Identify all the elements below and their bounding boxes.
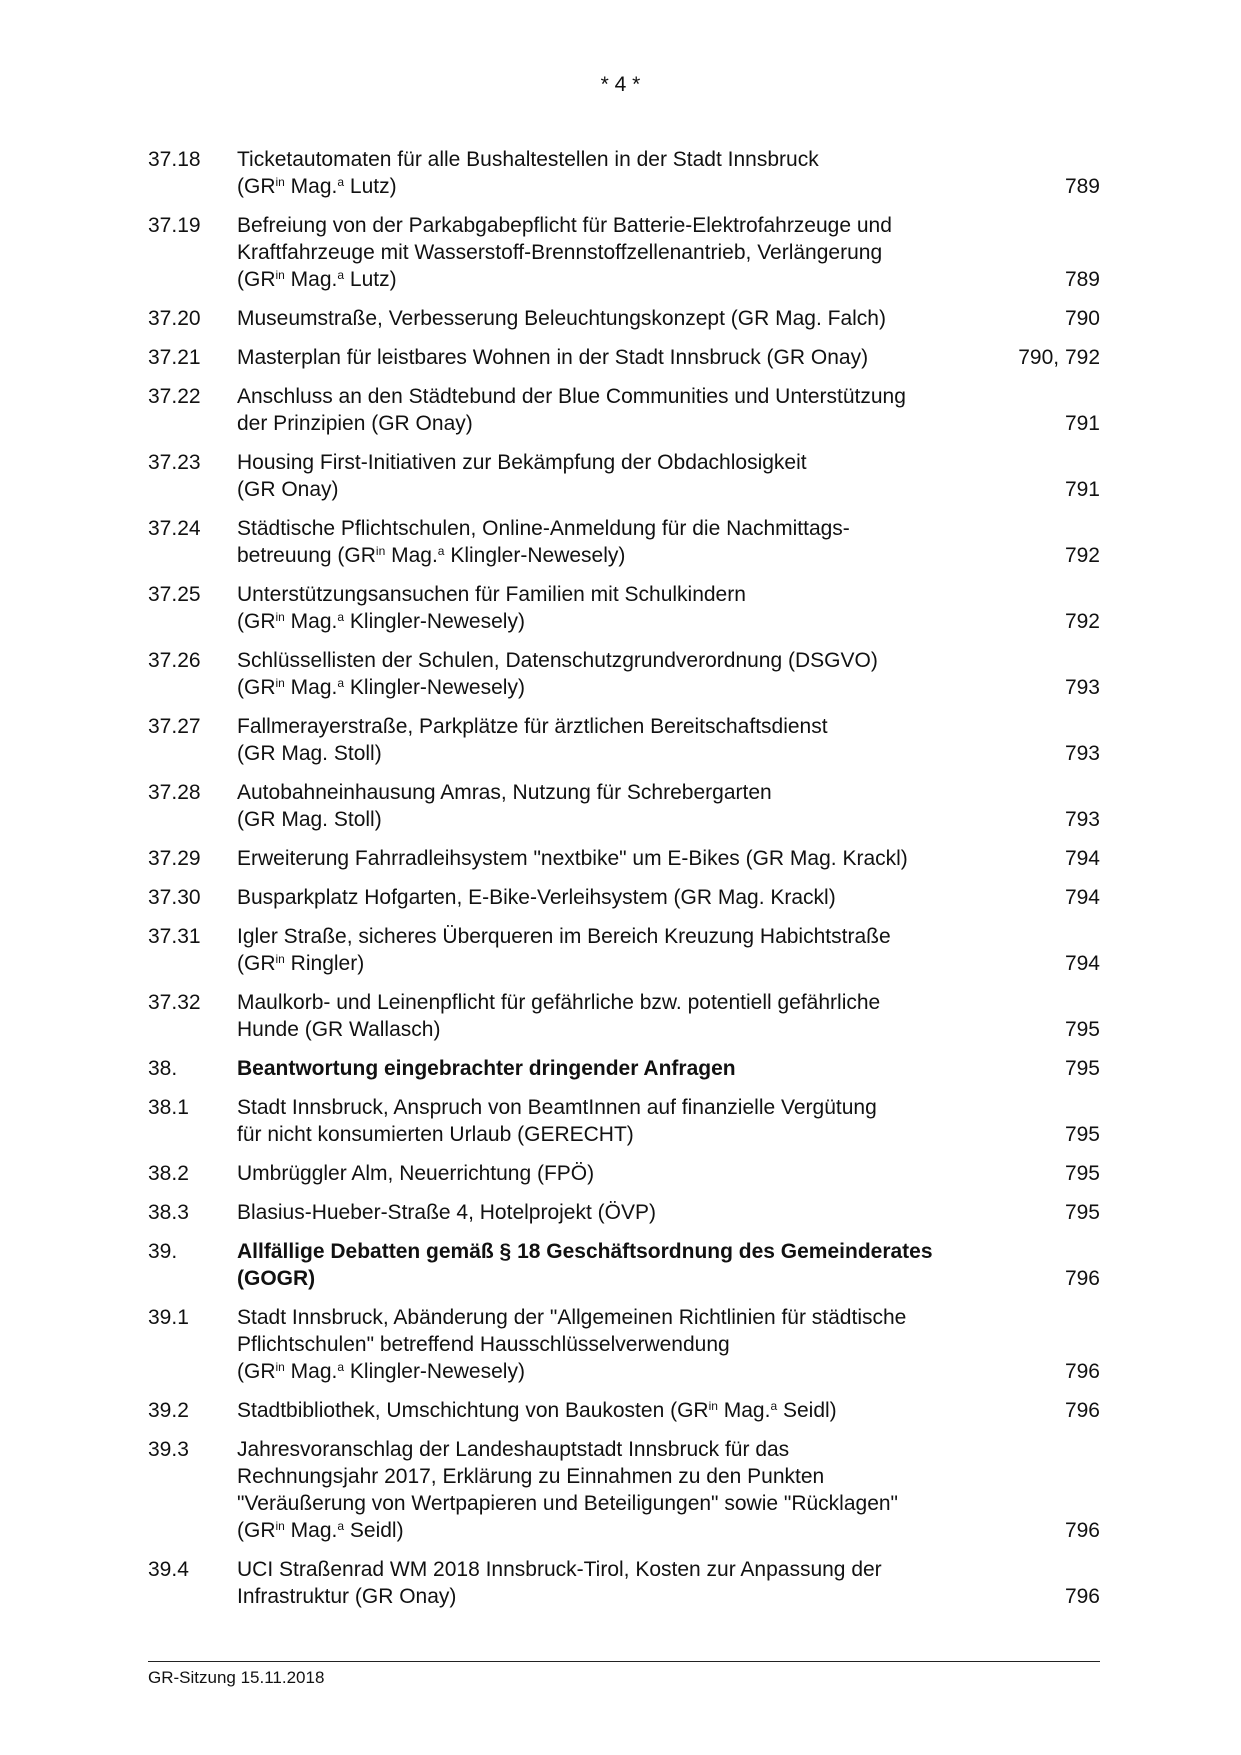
toc-entry-title-line: Maulkorb- und Leinenpflicht für gefährliche bzw. potentiell gefährliche	[237, 991, 881, 1014]
toc-entry-page: 793	[1064, 676, 1100, 699]
toc-entry-title-line: Rechnungsjahr 2017, Erklärung zu Einnahmen zu den Punkten	[237, 1465, 825, 1488]
toc-entry-page: 790	[1064, 307, 1100, 330]
toc-entry-title-line: (GR Mag. Stoll)	[237, 808, 382, 831]
toc-entry	[148, 305, 1100, 332]
toc-entry-number: 38.3	[148, 1201, 189, 1224]
toc-entry	[148, 1304, 1100, 1385]
toc-entry-number: 37.30	[148, 886, 201, 909]
toc-entry-title	[237, 923, 1065, 977]
toc-entry-title-line: Jahresvoranschlag der Landeshauptstadt Innsbruck für das	[237, 1438, 790, 1461]
toc-entry-number: 37.22	[148, 385, 201, 408]
toc-entry-title-line: Masterplan für leistbares Wohnen in der Stadt Innsbruck (GR Onay)	[237, 346, 869, 369]
toc-entry-title-line: ($GR^{in}$ Mag.$^a$ Lutz)	[237, 268, 397, 291]
toc-entry-title-line: ($GR^{in}$ Mag.$^a$ Klingler-Newesely)	[237, 610, 525, 633]
toc-entry-title-line: Anschluss an den Städtebund der Blue Communities und Unterstützung	[237, 385, 906, 408]
toc-entry	[148, 1160, 1100, 1187]
toc-entry-title-line: Housing First-Initiativen zur Bekämpfung der Obdachlosigkeit	[237, 451, 807, 474]
toc-entry-number: 37.31	[148, 925, 201, 948]
toc-entry-title-line: Schlüssellisten der Schulen, Datenschutzgrundverordnung (DSGVO)	[237, 649, 878, 672]
toc-entry-title	[237, 581, 1065, 635]
toc-entry-title-line: für nicht konsumierten Urlaub (GERECHT)	[237, 1123, 634, 1146]
toc-entry-title-line: Blasius-Hueber-Straße 4, Hotelprojekt (ÖVP)	[237, 1201, 656, 1224]
toc-entry-number: 39.	[148, 1240, 178, 1263]
toc-entry-title-line: Museumstraße, Verbesserung Beleuchtungskonzept (GR Mag. Falch)	[237, 307, 886, 330]
toc-entry	[148, 1055, 1100, 1082]
toc-entry-title	[237, 1304, 1065, 1385]
toc-entry-title-line: "Veräußerung von Wertpapieren und Beteiligungen" sowie "Rücklagen"	[237, 1492, 899, 1515]
toc-entry-title	[237, 779, 1065, 833]
toc-entry-title	[237, 989, 1065, 1043]
toc-entry-number: 37.26	[148, 649, 201, 672]
toc-entry-title-line: Infrastruktur (GR Onay)	[237, 1585, 457, 1608]
toc-entry-page: 796	[1064, 1399, 1100, 1422]
toc-entry-title	[237, 383, 1065, 437]
toc-entry-page: 795	[1064, 1201, 1100, 1224]
toc-entry-number: 37.21	[148, 346, 201, 369]
toc-entry-title-line: (GR Onay)	[237, 478, 339, 501]
toc-entry-title-line: (GOGR)	[237, 1267, 316, 1290]
toc-entry-page: 792	[1064, 544, 1100, 567]
toc-entry-title	[237, 1436, 1065, 1544]
toc-entry-number: 37.29	[148, 847, 201, 870]
toc-entry	[148, 1397, 1100, 1424]
toc-entry-page: 795	[1064, 1018, 1100, 1041]
toc-entry-title	[237, 1160, 1065, 1187]
toc-entry-title	[237, 1556, 1065, 1610]
toc-entry-number: 37.20	[148, 307, 201, 330]
toc-entry	[148, 1238, 1100, 1292]
toc-entry-page: 796	[1064, 1360, 1100, 1383]
toc-entry-title	[237, 884, 1065, 911]
toc-entry-page: 789	[1064, 175, 1100, 198]
toc-entry-title	[237, 1199, 1065, 1226]
toc-entry-title	[237, 1094, 1065, 1148]
toc-entry	[148, 989, 1100, 1043]
toc-entry-title-line: Igler Straße, sicheres Überqueren im Bereich Kreuzung Habichtstraße	[237, 925, 891, 948]
toc-entry-number: 37.18	[148, 148, 201, 171]
toc-entry-number: 37.24	[148, 517, 201, 540]
toc-entry-title-line: Pflichtschulen" betreffend Hausschlüsselverwendung	[237, 1333, 730, 1356]
toc-entry-title-line: Busparkplatz Hofgarten, E-Bike-Verleihsystem (GR Mag. Krackl)	[237, 886, 836, 909]
footer-divider	[148, 1661, 1100, 1662]
toc-entry-title-line: der Prinzipien (GR Onay)	[237, 412, 473, 435]
toc-entry	[148, 1094, 1100, 1148]
toc-entry-page: 796	[1064, 1519, 1100, 1542]
toc-entry-number: 39.1	[148, 1306, 189, 1329]
toc-entry	[148, 515, 1100, 569]
toc-entry-number: 37.25	[148, 583, 201, 606]
toc-entry	[148, 146, 1100, 200]
toc-entry-number: 37.28	[148, 781, 201, 804]
toc-entry-title-line: ($GR^{in}$ Mag.$^a$ Klingler-Newesely)	[237, 676, 525, 699]
toc-entry-title	[237, 647, 1065, 701]
toc-entry-number: 39.2	[148, 1399, 189, 1422]
toc-entry-title-line: Stadt Innsbruck, Anspruch von BeamtInnen auf finanzielle Vergütung	[237, 1096, 877, 1119]
toc-entry-title-line: Kraftfahrzeuge mit Wasserstoff-Brennstoffzellenantrieb, Verlängerung	[237, 241, 883, 264]
toc-entry-number: 39.4	[148, 1558, 189, 1581]
toc-entry	[148, 1436, 1100, 1544]
toc-entry-page: 796	[1064, 1585, 1100, 1608]
footer-session-date: GR-Sitzung 15.11.2018	[148, 1668, 325, 1687]
toc-entry-title-line: betreuung ($GR^{in}$ Mag.$^a$ Klingler-Newesely)	[237, 544, 626, 567]
toc-entry-number: 38.	[148, 1057, 178, 1080]
toc-entry-title	[237, 1238, 1065, 1292]
toc-entry-title	[237, 515, 1065, 569]
toc-entry	[148, 647, 1100, 701]
toc-entry-page: 791	[1064, 478, 1100, 501]
toc-entry-title-line: Erweiterung Fahrradleihsystem "nextbike" um E-Bikes (GR Mag. Krackl)	[237, 847, 908, 870]
toc-entry-page: 794	[1064, 952, 1100, 975]
toc-entry	[148, 1556, 1100, 1610]
toc-entry-number: 37.19	[148, 214, 201, 237]
toc-entry-title-line: ($GR^{in}$ Mag.$^a$ Lutz)	[237, 175, 397, 198]
toc-entry-title	[237, 146, 1065, 200]
toc-entry-title	[237, 212, 1065, 293]
toc-entry	[148, 779, 1100, 833]
toc-entry-title-line: Allfällige Debatten gemäß § 18 Geschäftsordnung des Gemeinderates	[237, 1240, 933, 1263]
toc-entry-title	[237, 1397, 1065, 1424]
toc-entry-title	[237, 305, 1065, 332]
toc-entry-page: 795	[1064, 1057, 1100, 1080]
toc-entry-number: 37.23	[148, 451, 201, 474]
toc-entry-title-line: Fallmerayerstraße, Parkplätze für ärztlichen Bereitschaftsdienst	[237, 715, 828, 738]
toc-entry-title-line: Hunde (GR Wallasch)	[237, 1018, 441, 1041]
toc-entry	[148, 884, 1100, 911]
toc-entry-page: 795	[1064, 1123, 1100, 1146]
toc-entry-title	[237, 845, 1065, 872]
toc-entry-title-line: Beantwortung eingebrachter dringender Anfragen	[237, 1057, 736, 1080]
toc-entry-title-line: (GR Mag. Stoll)	[237, 742, 382, 765]
toc-entry-page: 795	[1064, 1162, 1100, 1185]
toc-entry	[148, 923, 1100, 977]
toc-entry-number: 38.2	[148, 1162, 189, 1185]
toc-entry-title	[237, 344, 1018, 371]
toc-entry-page: 789	[1064, 268, 1100, 291]
toc-entry-title-line: Autobahneinhausung Amras, Nutzung für Schrebergarten	[237, 781, 772, 804]
toc-entry-title-line: ($GR^{in}$ Mag.$^a$ Klingler-Newesely)	[237, 1360, 525, 1383]
toc-entry-title	[237, 1055, 1065, 1082]
toc-entry-title-line: ($GR^{in}$ Mag.$^a$ Seidl)	[237, 1519, 404, 1542]
toc-entry	[148, 713, 1100, 767]
toc-entry	[148, 845, 1100, 872]
toc-entry-title-line: Befreiung von der Parkabgabepflicht für Batterie-Elektrofahrzeuge und	[237, 214, 892, 237]
toc-entry	[148, 383, 1100, 437]
toc-entry-page: 793	[1064, 808, 1100, 831]
toc-entry-page: 794	[1064, 847, 1100, 870]
toc-entry-title-line: Umbrüggler Alm, Neuerrichtung (FPÖ)	[237, 1162, 595, 1185]
toc-entry-number: 37.32	[148, 991, 201, 1014]
page-number: * 4 *	[600, 73, 641, 96]
toc-entry	[148, 344, 1100, 371]
toc-entry-title	[237, 449, 1065, 503]
toc-entry-title-line: Stadt Innsbruck, Abänderung der "Allgemeinen Richtlinien für städtische	[237, 1306, 907, 1329]
toc-entry	[148, 212, 1100, 293]
toc-entry-page: 793	[1064, 742, 1100, 765]
toc-entry-title-line: Unterstützungsansuchen für Familien mit Schulkindern	[237, 583, 746, 606]
toc-entry-page: 790, 792	[1018, 346, 1100, 369]
toc-entry-page: 796	[1064, 1267, 1100, 1290]
toc-entry	[148, 1199, 1100, 1226]
toc-entry-number: 38.1	[148, 1096, 189, 1119]
toc-entry	[148, 581, 1100, 635]
toc-entry-title-line: Ticketautomaten für alle Bushaltestellen in der Stadt Innsbruck	[237, 148, 819, 171]
toc-entry-number: 39.3	[148, 1438, 189, 1461]
toc-entry-title	[237, 713, 1065, 767]
toc-entry	[148, 449, 1100, 503]
toc-entry-number: 37.27	[148, 715, 201, 738]
toc-entry-title-line: Städtische Pflichtschulen, Online-Anmeldung für die Nachmittags-	[237, 517, 850, 540]
toc-entry-page: 791	[1064, 412, 1100, 435]
toc-entry-title-line: Stadtbibliothek, Umschichtung von Baukosten ($GR^{in}$ Mag.$^a$ Seidl)	[237, 1399, 837, 1422]
toc-entry-title-line: UCI Straßenrad WM 2018 Innsbruck-Tirol, Kosten zur Anpassung der	[237, 1558, 882, 1581]
toc-entry-title-line: ($GR^{in}$ Ringler)	[237, 952, 365, 975]
toc-entry-page: 792	[1064, 610, 1100, 633]
table-of-contents	[148, 146, 1100, 1622]
toc-entry-page: 794	[1064, 886, 1100, 909]
